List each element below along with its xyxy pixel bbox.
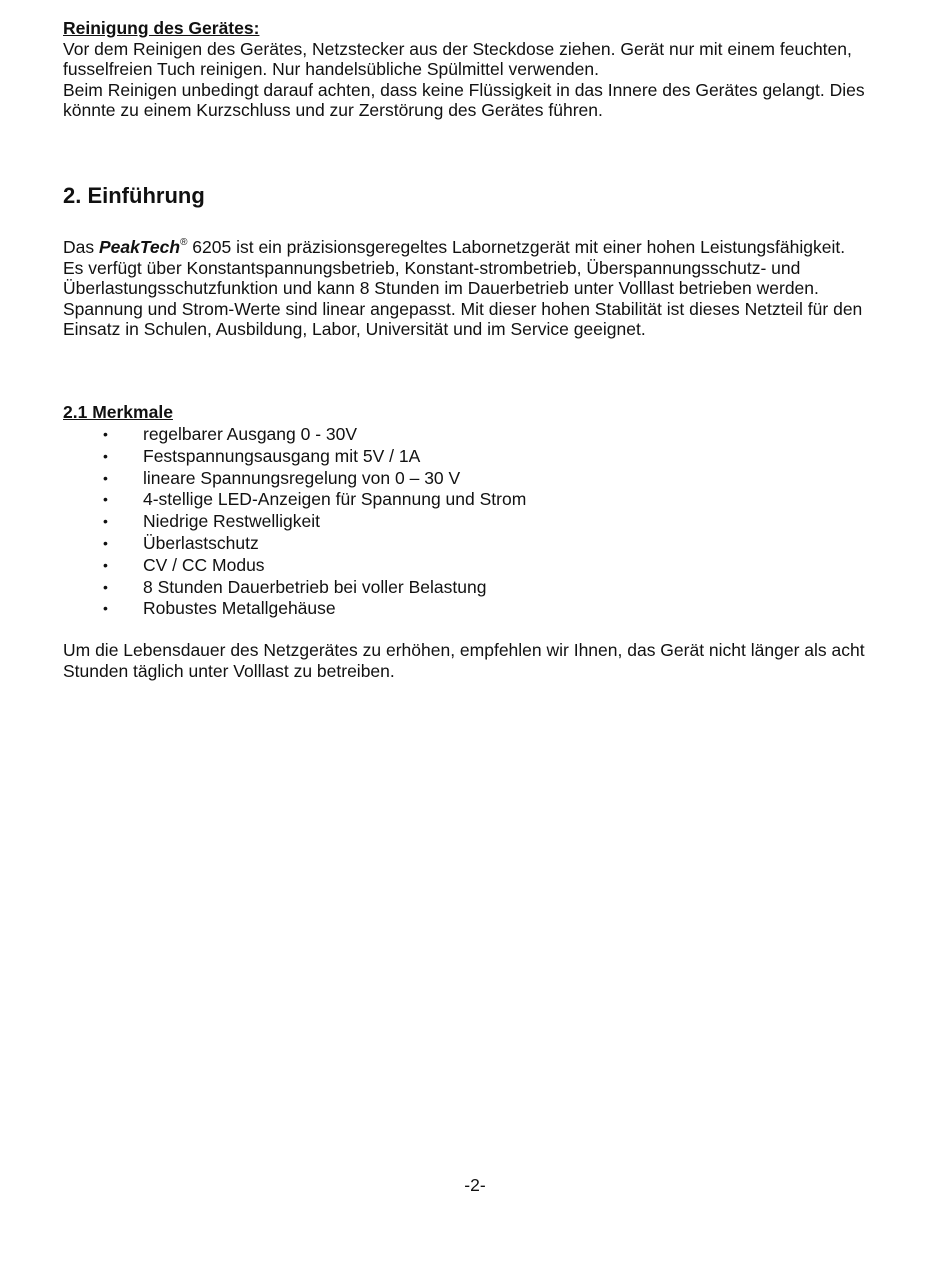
recommendation-line: Um die Lebensdauer des Netzgerätes zu erhöhen, empfehlen wir Ihnen, das Gerät nicht länger als acht xyxy=(63,640,865,660)
bullet-icon: • xyxy=(103,426,108,442)
recommendation-paragraph xyxy=(63,640,865,681)
intro-line-first xyxy=(63,237,862,258)
intro-line: Spannung und Strom-Werte sind linear angepasst. Mit dieser hohen Stabilität ist dieses Netzteil für den xyxy=(63,298,863,319)
feature-label: lineare Spannungsregelung von 0 – 30 V xyxy=(143,467,461,488)
feature-label: Überlastschutz xyxy=(143,532,259,553)
intro-prefix: Das xyxy=(63,237,99,257)
intro-line: Einsatz in Schulen, Ausbildung, Labor, Universität und im Service geeignet. xyxy=(63,319,646,339)
bullet-icon: • xyxy=(103,513,108,530)
feature-label: regelbarer Ausgang 0 - 30V xyxy=(143,424,358,444)
page-number: -2- xyxy=(464,1175,486,1195)
feature-label: Festspannungsausgang mit 5V / 1A xyxy=(143,445,421,466)
cleaning-line: Beim Reinigen unbedingt darauf achten, dass keine Flüssigkeit in das Innere des Gerätes gelangt. Dies xyxy=(63,79,865,100)
bullet-icon: • xyxy=(103,491,108,508)
brand-name: PeakTech xyxy=(98,237,181,257)
features-heading: 2.1 Merkmale xyxy=(63,402,173,422)
bullet-icon: • xyxy=(103,447,108,464)
feature-label: 8 Stunden Dauerbetrieb bei voller Belastung xyxy=(143,576,487,597)
bullet-icon: • xyxy=(103,556,108,573)
recommendation-line: Stunden täglich unter Volllast zu betreiben. xyxy=(63,660,395,681)
intro-heading: 2. Einführung xyxy=(63,183,205,208)
cleaning-line: Vor dem Reinigen des Gerätes, Netzstecker aus der Steckdose ziehen. Gerät nur mit einem feuchten, xyxy=(63,38,852,59)
intro-line: Überlastungsschutzfunktion und kann 8 Stunden im Dauerbetrieb unter Volllast betrieben werden. xyxy=(63,278,819,298)
intro-paragraph xyxy=(63,237,862,340)
registered-mark: ® xyxy=(180,237,188,248)
feature-label: CV / CC Modus xyxy=(143,554,265,575)
intro-suffix: 6205 ist ein präzisionsgeregeltes Labornetzgerät mit einer hohen Leistungsfähigkeit. xyxy=(187,237,846,257)
cleaning-section xyxy=(63,18,865,121)
feature-label: Niedrige Restwelligkeit xyxy=(143,511,321,532)
bullet-icon: • xyxy=(103,600,108,617)
bullet-icon: • xyxy=(103,469,108,486)
cleaning-line: fusselfreien Tuch reinigen. Nur handelsübliche Spülmittel verwenden. xyxy=(63,59,599,79)
bullet-icon: • xyxy=(103,578,108,595)
cleaning-heading: Reinigung des Gerätes: xyxy=(63,18,260,38)
cleaning-line: könnte zu einem Kurzschluss und zur Zerstörung des Gerätes führen. xyxy=(63,100,603,120)
feature-label: Robustes Metallgehäuse xyxy=(143,598,336,619)
bullet-icon: • xyxy=(103,534,108,551)
intro-line: Es verfügt über Konstantspannungsbetrieb, Konstant-strombetrieb, Überspannungsschutz- und xyxy=(63,257,801,278)
feature-label: 4-stellige LED-Anzeigen für Spannung und Strom xyxy=(143,489,527,510)
